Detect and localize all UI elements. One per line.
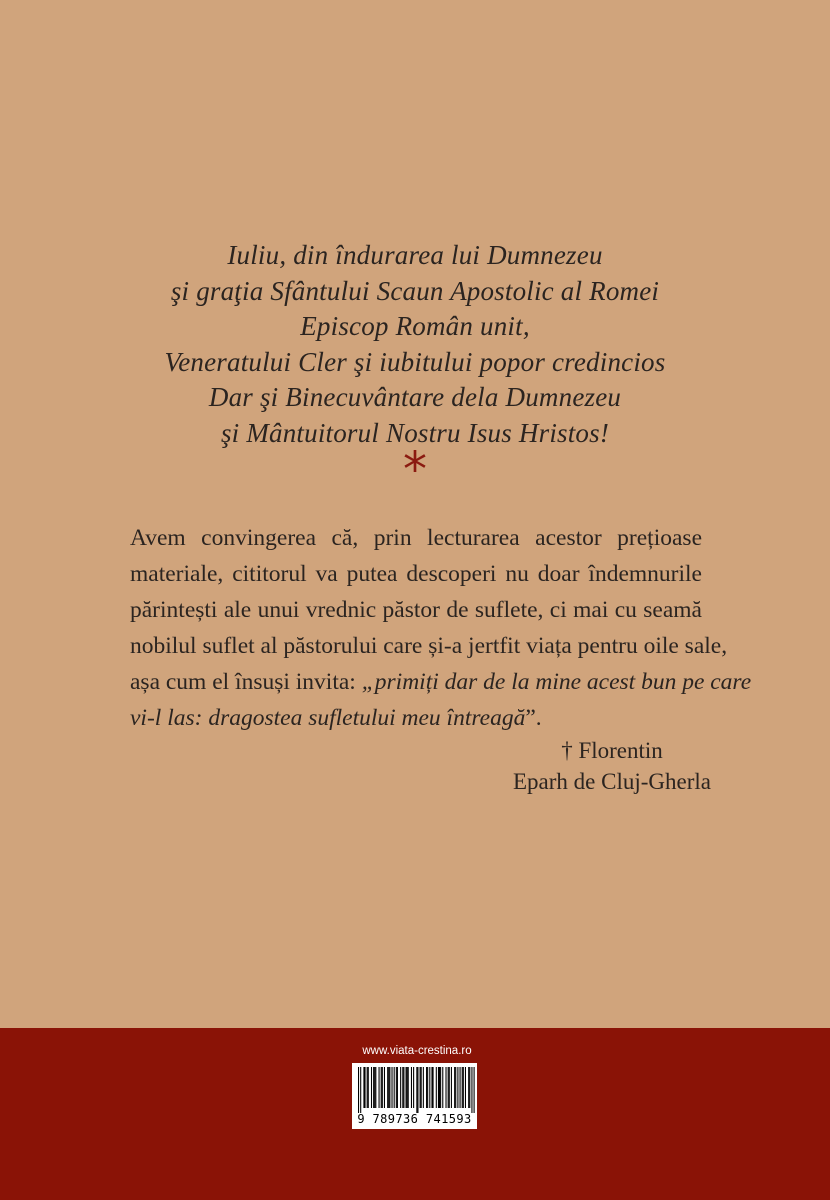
barcode-bar	[379, 1067, 380, 1108]
paragraph-line	[130, 700, 702, 736]
barcode-bar	[391, 1067, 392, 1108]
paragraph-line-text: Avem convingerea că, prin lecturarea acestor prețioase	[130, 525, 702, 551]
isbn-barcode	[352, 1063, 477, 1129]
paragraph-text: așa cum el însuși invita:	[130, 669, 362, 695]
barcode-bar	[368, 1067, 369, 1108]
paragraph-text: ”.	[525, 705, 542, 731]
barcode-bar	[457, 1067, 458, 1108]
barcode-bar	[400, 1067, 401, 1108]
barcode-bar	[451, 1067, 452, 1108]
barcode-bar	[426, 1067, 427, 1108]
barcode-bar	[382, 1067, 383, 1108]
paragraph-line: părintești ale unui vrednic păstor de suflete, ci mai cu seamă	[130, 597, 702, 623]
barcode-bar	[367, 1067, 368, 1108]
barcode-bar	[358, 1067, 359, 1113]
barcode-bar	[433, 1067, 434, 1108]
barcode-bar	[440, 1067, 441, 1108]
barcode-bar	[454, 1067, 455, 1108]
salutation-line: Veneratului Cler şi iubitului popor credincios	[164, 346, 666, 377]
barcode-bar	[373, 1067, 374, 1108]
barcode-bar	[436, 1067, 437, 1108]
barcode-bar	[388, 1067, 389, 1108]
barcode-bar	[364, 1067, 365, 1108]
barcode-bar	[375, 1067, 376, 1108]
barcode-bar	[417, 1067, 418, 1113]
barcode-bar	[381, 1067, 382, 1108]
barcode-bar	[442, 1067, 443, 1108]
barcode-bar	[397, 1067, 398, 1108]
salutation-line: şi Mântuitorul Nostru Isus Hristos!	[220, 417, 610, 448]
barcode-bar	[423, 1067, 424, 1108]
barcode-bar	[438, 1067, 439, 1108]
barcode-bar	[408, 1067, 409, 1108]
barcode-bar	[469, 1067, 470, 1108]
paragraph-line	[130, 520, 702, 556]
barcode-bar	[363, 1067, 364, 1108]
paragraph-line	[130, 664, 752, 700]
barcode-bars	[352, 1063, 477, 1113]
barcode-bar	[449, 1067, 450, 1108]
barcode-bar	[431, 1067, 432, 1108]
episcopal-salutation	[90, 238, 740, 451]
isbn-digits: 9 789736 741593	[357, 1112, 472, 1126]
barcode-bar	[403, 1067, 404, 1108]
signatory-title: Eparh de Cluj-Gherla	[513, 769, 711, 794]
paragraph-line: nobilul suflet al păstorului care și-a jertfit viața pentru oile sale,	[130, 633, 728, 659]
quotation-text: vi-l las: dragostea sufletului meu întreagă	[130, 705, 526, 731]
publisher-website: www.viata-crestina.ro	[362, 1045, 472, 1057]
barcode-bar	[402, 1067, 403, 1108]
barcode-bar	[474, 1067, 475, 1113]
barcode-bar	[445, 1067, 446, 1108]
barcode-bar	[394, 1067, 395, 1108]
barcode-bar	[411, 1067, 412, 1108]
salutation-line: Dar şi Binecuvântare dela Dumnezeu	[208, 382, 622, 412]
barcode-bar	[439, 1067, 440, 1108]
barcode-bar	[429, 1067, 430, 1108]
barcode-bar	[460, 1067, 461, 1108]
barcode-bar	[468, 1067, 469, 1108]
barcode-bar	[406, 1067, 407, 1108]
barcode-bar	[463, 1067, 464, 1108]
barcode-bar	[360, 1067, 361, 1113]
barcode-bar	[448, 1067, 449, 1108]
quotation-text: „primiți dar de la mine acest bun pe care	[361, 669, 752, 695]
salutation-line: Episcop Român unit,	[300, 311, 530, 341]
barcode-bar	[384, 1067, 385, 1108]
body-paragraph	[130, 520, 752, 736]
barcode-bar	[396, 1067, 397, 1108]
barcode-bar	[427, 1067, 428, 1108]
signatory-name: † Florentin	[561, 738, 663, 763]
salutation-line: Iuliu, din îndurarea lui Dumnezeu	[227, 240, 603, 270]
barcode-bar	[465, 1067, 466, 1108]
barcode-bar	[416, 1067, 417, 1113]
signature-block	[482, 735, 742, 797]
barcode-bar	[471, 1067, 472, 1113]
paragraph-line: materiale, cititorul va putea descoperi nu doar îndemnurile	[130, 561, 702, 587]
barcode-bar	[420, 1067, 421, 1108]
asterisk-ornament: *	[403, 442, 427, 498]
barcode-bar	[374, 1067, 375, 1108]
barcode-bar	[387, 1067, 388, 1108]
barcode-bar	[413, 1067, 414, 1108]
barcode-bar	[371, 1067, 372, 1108]
barcode-bar	[455, 1067, 456, 1108]
salutation-line: şi graţia Sfântului Scaun Apostolic al Romei	[170, 275, 660, 306]
barcode-bar	[389, 1067, 390, 1108]
barcode-bar	[421, 1067, 422, 1108]
barcode-bar	[407, 1067, 408, 1108]
barcode-bar	[462, 1067, 463, 1108]
